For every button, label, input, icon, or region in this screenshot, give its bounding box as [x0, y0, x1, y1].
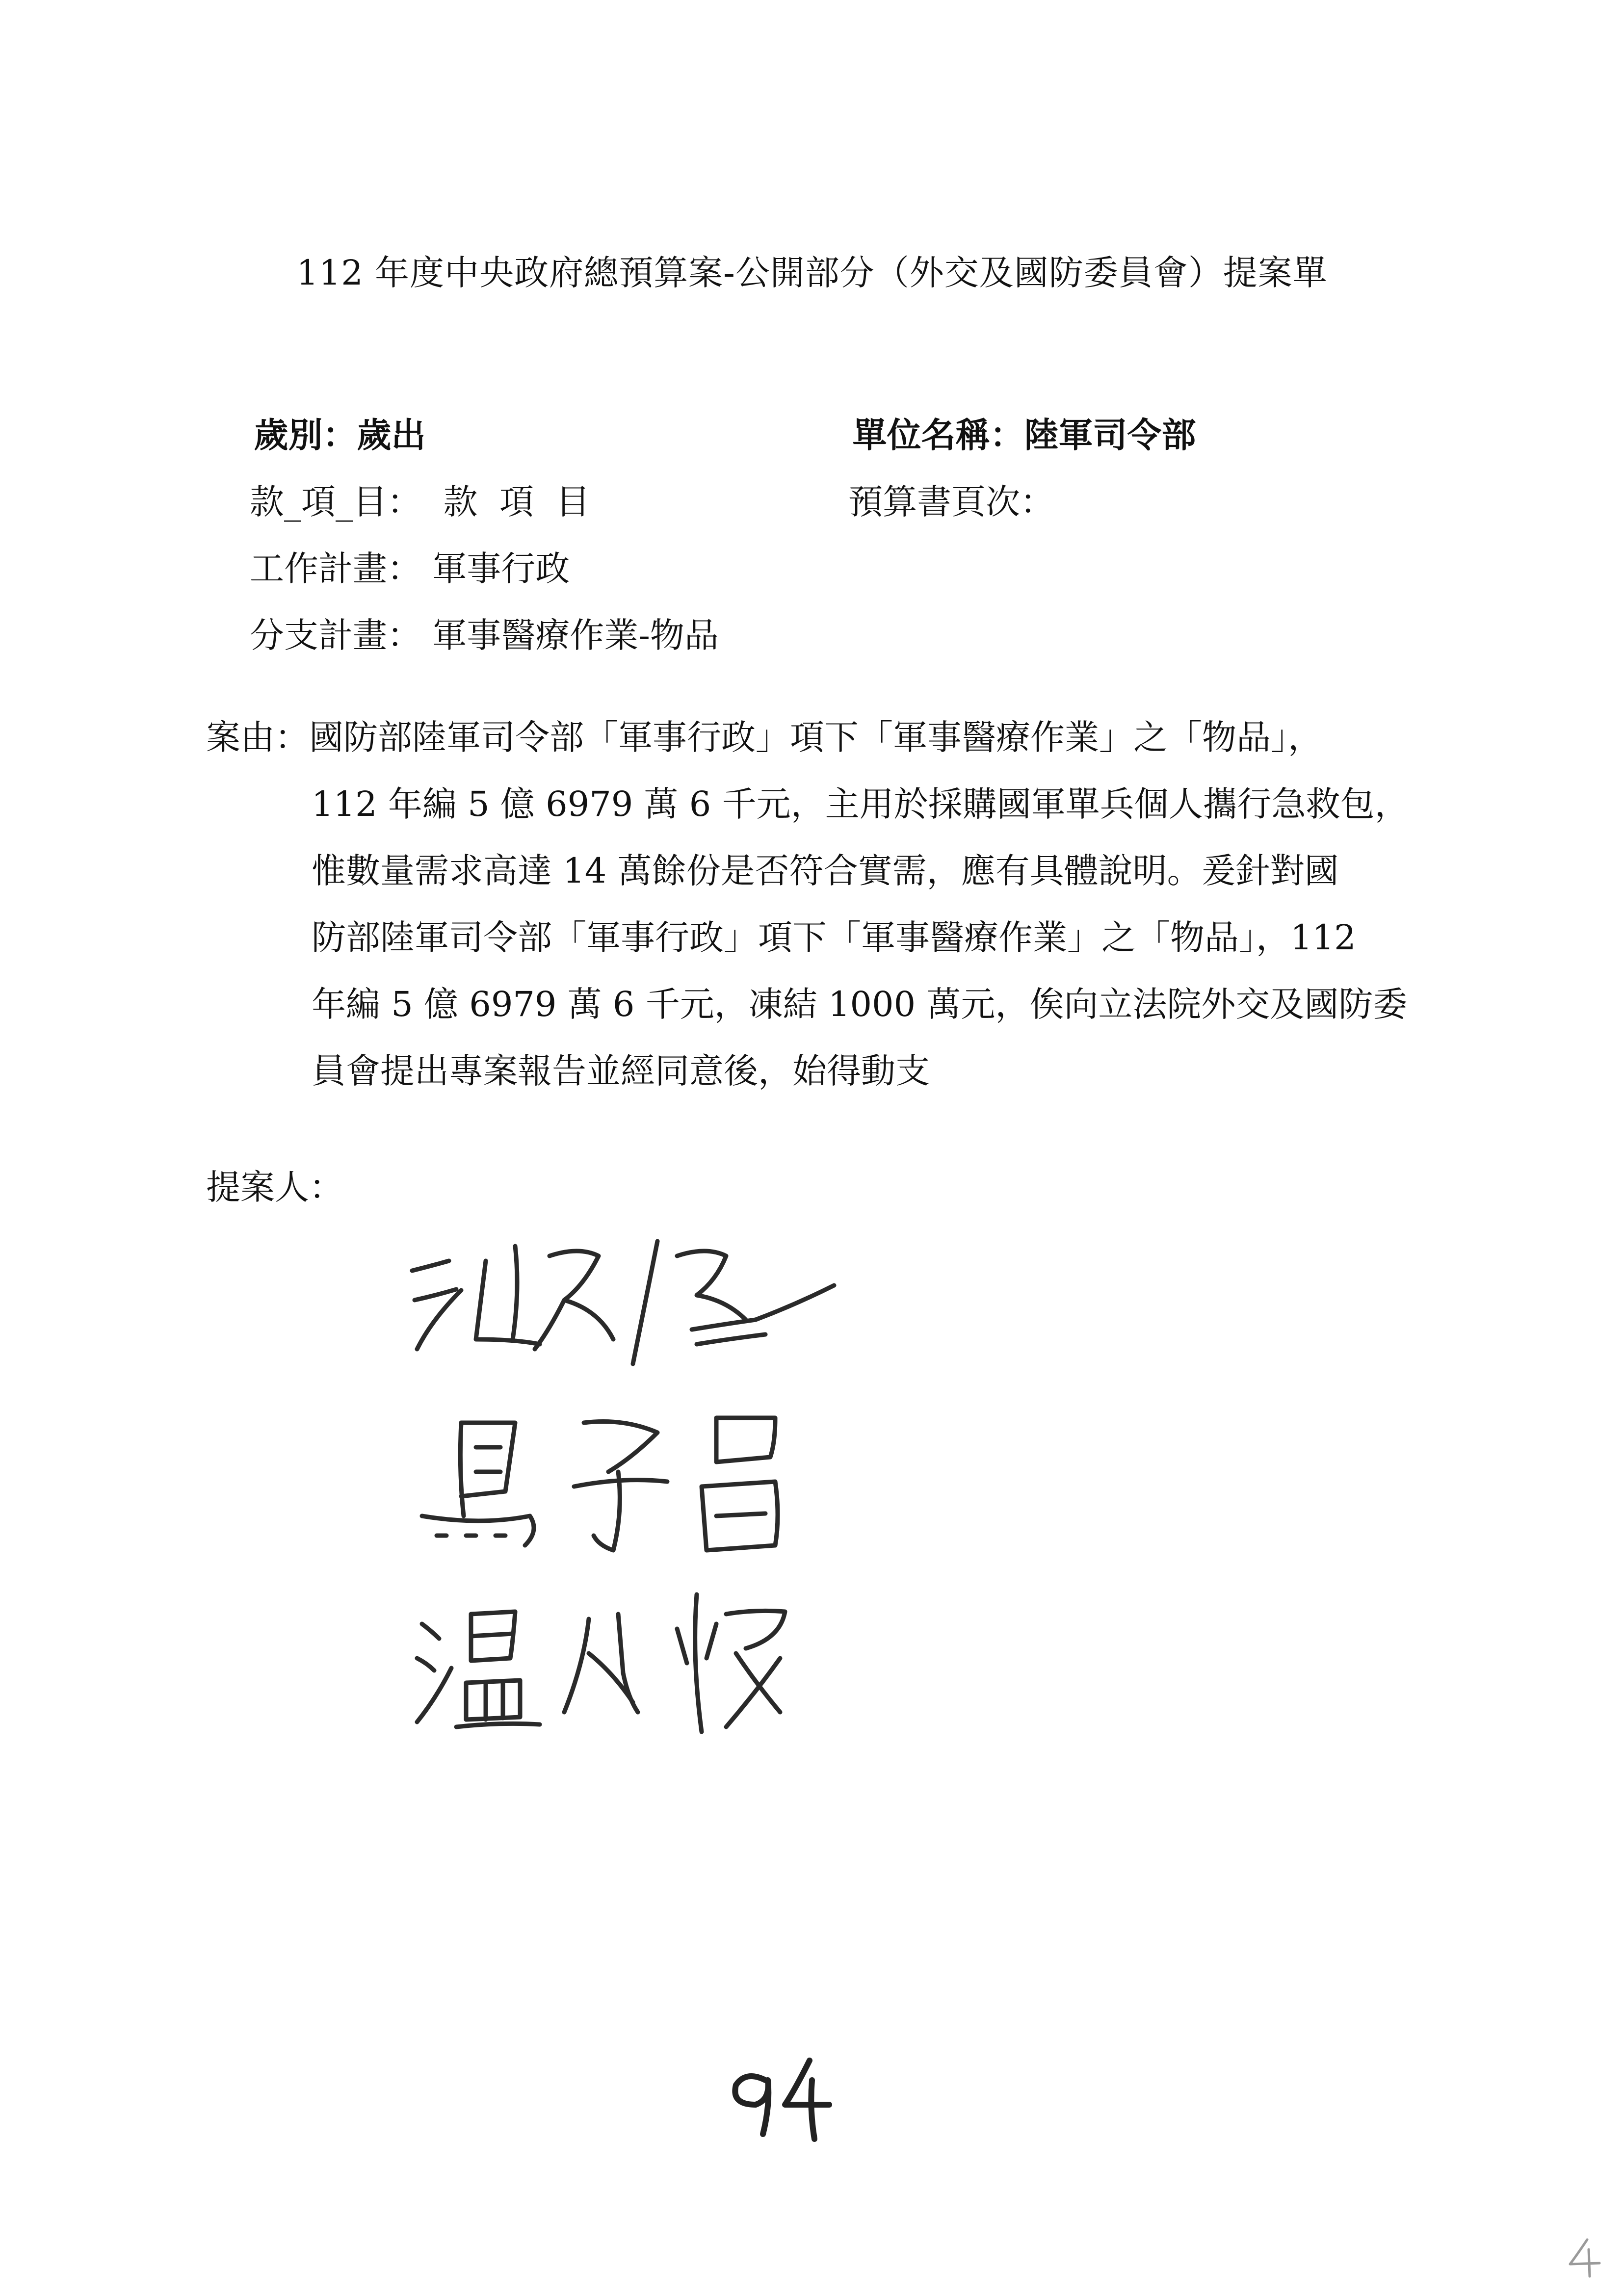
- field-label: 歲別：: [254, 415, 357, 455]
- case-line: 員會提出專案報告並經同意後，始得動支: [312, 1051, 930, 1091]
- field-value: 款 項 目: [421, 482, 590, 522]
- case-line: 惟數量需求高達 14 萬餘份是否符合實需，應有具體說明。爰針對國: [312, 851, 1339, 891]
- corner-mark: [1565, 2235, 1604, 2279]
- field-label: 款_項_目：: [250, 482, 422, 522]
- field-label: 單位名稱：: [852, 415, 1024, 455]
- signature-1: [402, 1226, 868, 1383]
- case-label: 案由：: [206, 717, 309, 757]
- case-first-line: [206, 704, 1462, 771]
- field-label: 工作計畫：: [250, 548, 422, 589]
- field-label: 分支計畫：: [250, 615, 422, 655]
- page-number: [716, 2051, 844, 2149]
- field-value: 歲出: [357, 415, 426, 455]
- field-sub-plan: [206, 584, 719, 687]
- proposer-label: 提案人：: [206, 1167, 343, 1207]
- field-value: 軍事行政: [421, 548, 570, 589]
- case-description: [206, 704, 1462, 1104]
- case-line: 年編 5 億 6979 萬 6 千元，凍結 1000 萬元，俟向立法院外交及國防委: [312, 984, 1408, 1024]
- case-text: 國防部陸軍司令部「軍事行政」項下「軍事醫療作業」之「物品」，: [309, 717, 1322, 757]
- field-label: 預算書頁次：: [848, 482, 1055, 522]
- document-title: 112 年度中央政府總預算案-公開部分（外交及國防委員會）提案單: [296, 253, 1328, 293]
- field-budget-page: [805, 450, 1054, 553]
- case-line: 112 年編 5 億 6979 萬 6 千元，主用於採購國軍單兵個人攜行急救包，: [312, 784, 1409, 824]
- field-value: 陸軍司令部: [1024, 415, 1196, 455]
- signature-3: [402, 1585, 868, 1742]
- case-body: [206, 771, 1462, 1104]
- signature-2: [402, 1403, 868, 1560]
- field-value: 軍事醫療作業-物品: [421, 615, 719, 655]
- case-line: 防部陸軍司令部「軍事行政」項下「軍事醫療作業」之「物品」，112: [312, 917, 1356, 958]
